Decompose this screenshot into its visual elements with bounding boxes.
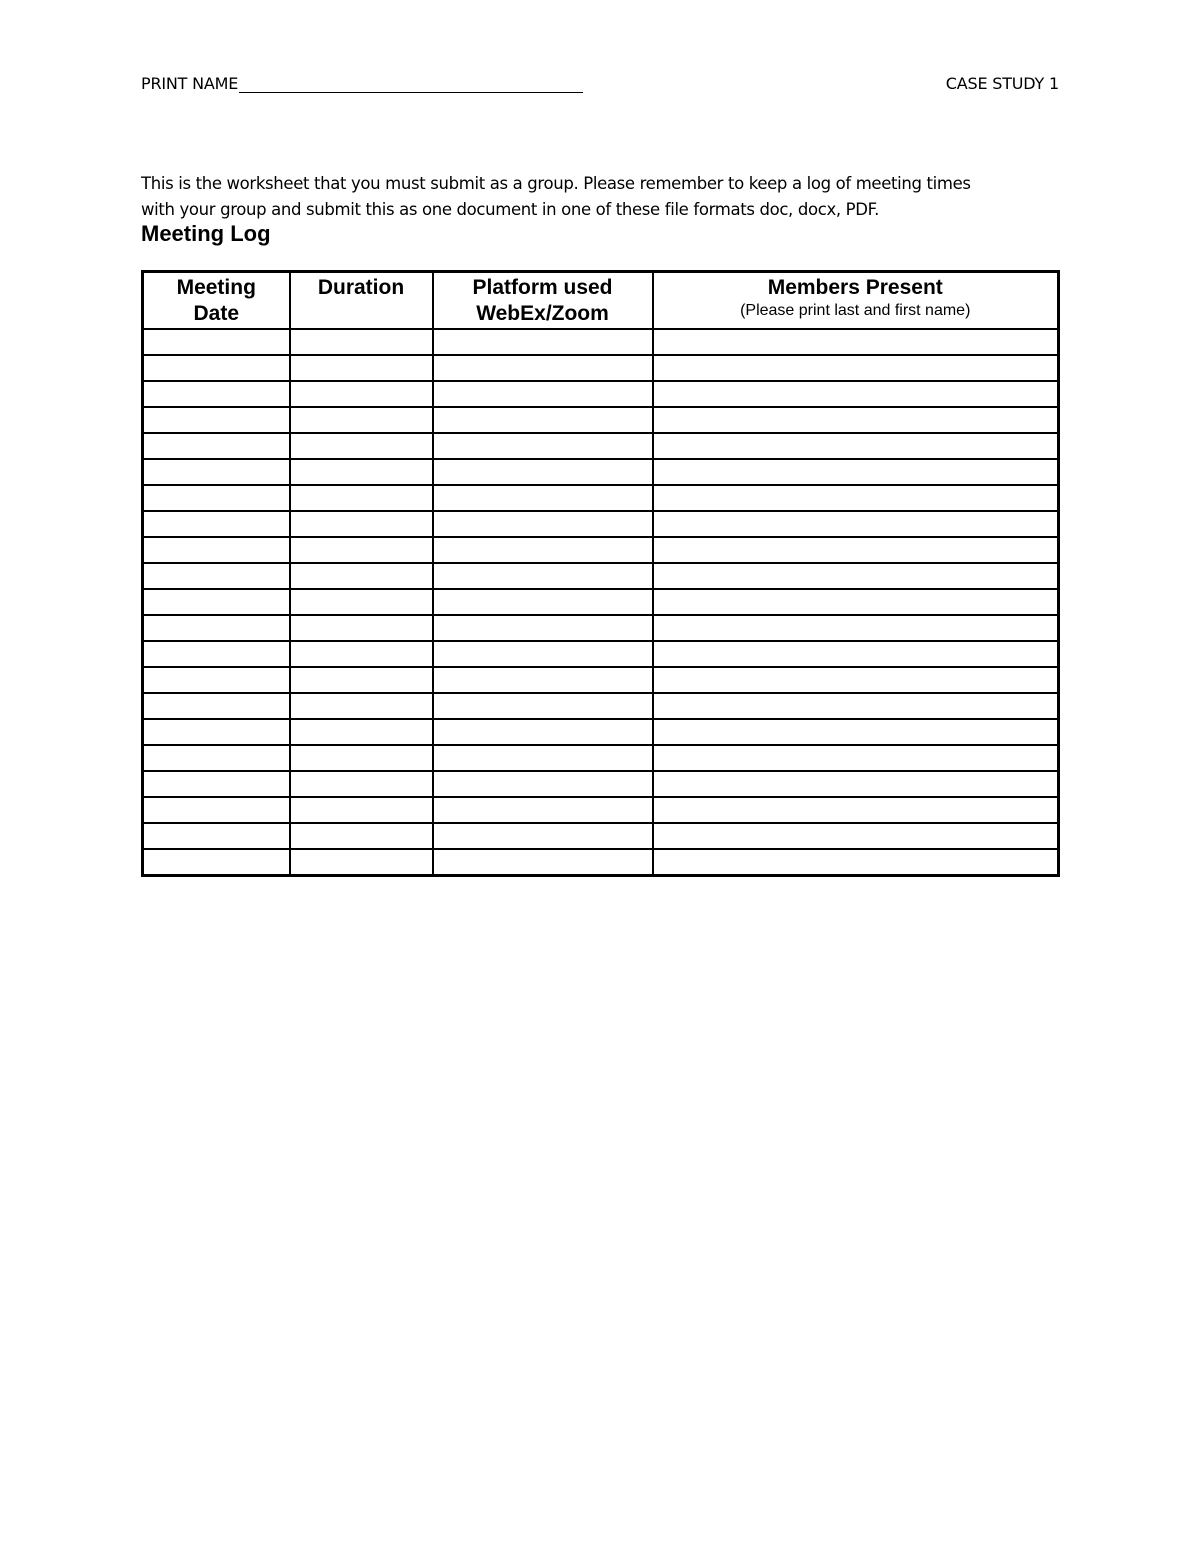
table-row [143,511,1059,537]
members-present-cell[interactable] [653,433,1059,459]
instructions-line-2: with your group and submit this as one document in one of these file formats doc, docx, PDF. [141,200,879,219]
table-row [143,641,1059,667]
duration-cell[interactable] [290,511,433,537]
table-row [143,433,1059,459]
platform-cell[interactable] [433,615,653,641]
meeting-date-cell[interactable] [143,329,290,355]
members-present-cell[interactable] [653,511,1059,537]
instructions-line-1: This is the worksheet that you must submit as a group. Please remember to keep a log of meeting times [141,174,971,193]
duration-cell[interactable] [290,433,433,459]
meeting-date-cell[interactable] [143,823,290,849]
meeting-date-cell[interactable] [143,693,290,719]
platform-cell[interactable] [433,823,653,849]
column-header-members-present [653,272,1059,330]
platform-cell[interactable] [433,693,653,719]
duration-cell[interactable] [290,329,433,355]
meeting-log-title: Meeting Log [141,221,271,246]
case-study-label: CASE STUDY 1 [945,74,1059,93]
meeting-date-cell[interactable] [143,537,290,563]
platform-cell[interactable] [433,797,653,823]
duration-cell[interactable] [290,797,433,823]
table-row [143,823,1059,849]
table-row [143,407,1059,433]
meeting-date-header-line-1: Meeting [176,276,256,299]
members-present-cell[interactable] [653,381,1059,407]
meeting-date-cell[interactable] [143,589,290,615]
meeting-log-body [143,329,1059,876]
duration-cell[interactable] [290,615,433,641]
duration-header-label: Duration [317,276,405,299]
platform-cell[interactable] [433,485,653,511]
duration-cell[interactable] [290,589,433,615]
platform-cell[interactable] [433,719,653,745]
page-header [141,74,1059,98]
meeting-date-cell[interactable] [143,771,290,797]
column-header-duration [290,272,433,330]
meeting-date-cell[interactable] [143,849,290,876]
meeting-date-cell[interactable] [143,797,290,823]
table-row [143,485,1059,511]
platform-cell[interactable] [433,745,653,771]
duration-cell[interactable] [290,563,433,589]
platform-cell[interactable] [433,641,653,667]
table-row [143,381,1059,407]
meeting-date-cell[interactable] [143,381,290,407]
table-row [143,797,1059,823]
members-present-cell[interactable] [653,771,1059,797]
column-header-meeting-date [143,272,290,330]
instructions [141,171,1071,223]
duration-cell[interactable] [290,485,433,511]
duration-cell[interactable] [290,537,433,563]
meeting-date-cell[interactable] [143,719,290,745]
table-row [143,459,1059,485]
table-row [143,537,1059,563]
table-row [143,693,1059,719]
platform-header-line-2: WebEx/Zoom [476,302,609,325]
members-present-cell[interactable] [653,745,1059,771]
platform-cell[interactable] [433,459,653,485]
table-row [143,355,1059,381]
table-row [143,771,1059,797]
table-row [143,719,1059,745]
platform-cell[interactable] [433,511,653,537]
meeting-date-cell[interactable] [143,459,290,485]
table-row [143,563,1059,589]
meeting-date-header-line-2: Date [193,302,240,325]
duration-cell[interactable] [290,641,433,667]
table-header-row [143,272,1059,330]
platform-cell[interactable] [433,667,653,693]
duration-cell[interactable] [290,667,433,693]
platform-cell[interactable] [433,355,653,381]
duration-cell[interactable] [290,745,433,771]
meeting-date-cell[interactable] [143,511,290,537]
print-name-line[interactable] [239,75,583,93]
meeting-date-cell[interactable] [143,563,290,589]
members-present-cell[interactable] [653,407,1059,433]
members-present-cell[interactable] [653,693,1059,719]
table-row [143,667,1059,693]
members-present-cell[interactable] [653,459,1059,485]
platform-cell[interactable] [433,849,653,876]
members-present-cell[interactable] [653,329,1059,355]
duration-cell[interactable] [290,823,433,849]
platform-cell[interactable] [433,329,653,355]
duration-cell[interactable] [290,771,433,797]
members-present-cell[interactable] [653,719,1059,745]
table-row [143,849,1059,876]
meeting-log-table [141,270,1060,877]
members-present-cell[interactable] [653,823,1059,849]
platform-cell[interactable] [433,381,653,407]
platform-cell[interactable] [433,563,653,589]
members-header-label: Members Present [767,276,943,299]
duration-cell[interactable] [290,407,433,433]
members-present-cell[interactable] [653,667,1059,693]
duration-cell[interactable] [290,355,433,381]
members-present-cell[interactable] [653,849,1059,876]
duration-cell[interactable] [290,381,433,407]
platform-cell[interactable] [433,589,653,615]
platform-header-line-1: Platform used [472,276,613,299]
meeting-date-cell[interactable] [143,667,290,693]
print-name-field [141,74,583,93]
meeting-date-cell[interactable] [143,355,290,381]
meeting-date-cell[interactable] [143,433,290,459]
platform-cell[interactable] [433,771,653,797]
duration-cell[interactable] [290,693,433,719]
duration-cell[interactable] [290,459,433,485]
column-header-platform [433,272,653,330]
members-present-cell[interactable] [653,615,1059,641]
duration-cell[interactable] [290,849,433,876]
table-row [143,615,1059,641]
members-header-note: (Please print last and first name) [740,302,971,319]
platform-cell[interactable] [433,407,653,433]
meeting-date-cell[interactable] [143,745,290,771]
table-row [143,329,1059,355]
members-present-cell[interactable] [653,641,1059,667]
members-present-cell[interactable] [653,537,1059,563]
members-present-cell[interactable] [653,355,1059,381]
meeting-date-cell[interactable] [143,615,290,641]
meeting-date-cell[interactable] [143,641,290,667]
members-present-cell[interactable] [653,563,1059,589]
meeting-date-cell[interactable] [143,407,290,433]
members-present-cell[interactable] [653,797,1059,823]
meeting-date-cell[interactable] [143,485,290,511]
platform-cell[interactable] [433,433,653,459]
platform-cell[interactable] [433,537,653,563]
table-row [143,589,1059,615]
members-present-cell[interactable] [653,589,1059,615]
duration-cell[interactable] [290,719,433,745]
table-row [143,745,1059,771]
print-name-label: PRINT NAME [141,74,239,93]
members-present-cell[interactable] [653,485,1059,511]
